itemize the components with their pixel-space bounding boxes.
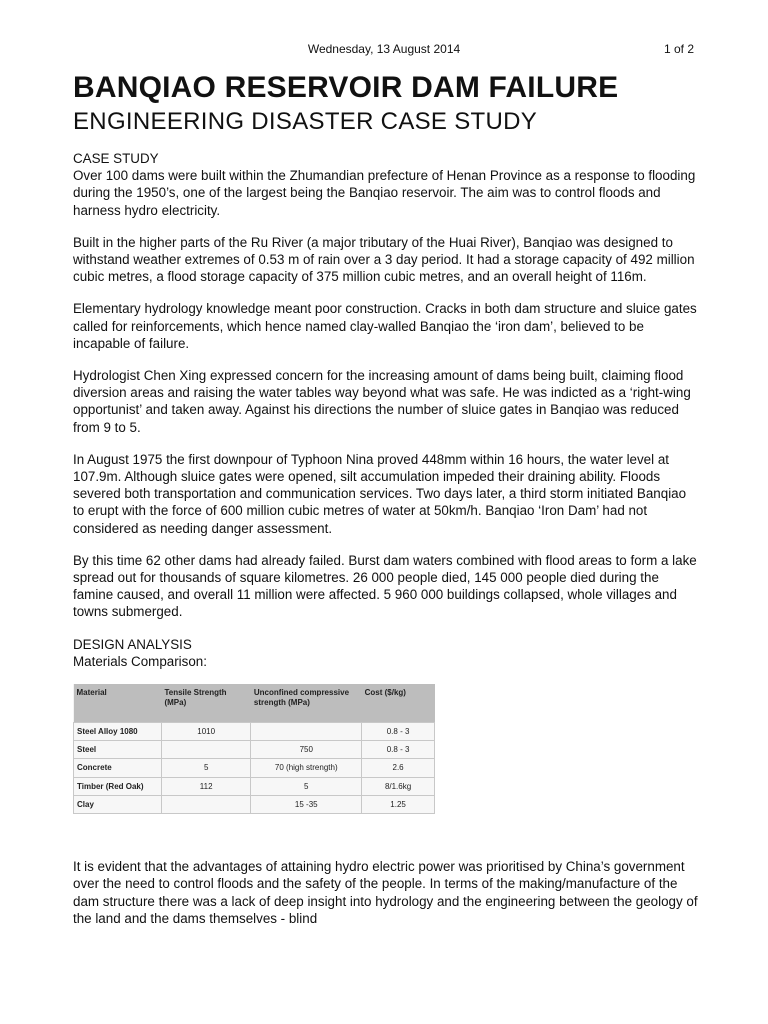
table-cell: 5 xyxy=(251,777,362,795)
paragraph: Elementary hydrology knowledge meant poor construction. Cracks in both dam structure and sluice gates called for reinforcements, which hence named clay-walled Banqiao the ‘iron dam’, believed to be incapable of failure. xyxy=(73,301,697,351)
table-cell: Timber (Red Oak) xyxy=(74,777,162,795)
table-row xyxy=(74,723,435,741)
table-cell xyxy=(251,723,362,741)
table-cell: Steel xyxy=(74,741,162,759)
table-row xyxy=(74,759,435,777)
table-header-cell: Unconfined compressive strength (MPa) xyxy=(251,684,362,723)
document-body xyxy=(73,150,699,927)
materials-table-image xyxy=(73,684,435,814)
table-cell xyxy=(161,795,250,813)
paragraph: Over 100 dams were built within the Zhumandian prefecture of Henan Province as a response to flooding during the 1950’s, one of the largest being the Banqiao reservoir. The aim was to control floods and harness hydro electricity. xyxy=(73,168,696,218)
page-number: 1 of 2 xyxy=(663,42,694,56)
paragraph: In August 1975 the first downpour of Typhoon Nina proved 448mm within 16 hours, the water level at 107.9m. Although sluice gates were opened, silt accumulation impeded their draining ability. Floods severed both transportation and communication services. Two days later, a third storm initiated Banqiao to erupt with the force of 600 million cubic metres of water at 50km/h. Banqiao ‘Iron Dam’ had not considered as needing danger assessment. xyxy=(73,451,687,536)
table-cell: 1.25 xyxy=(362,795,435,813)
table-cell: 112 xyxy=(161,777,250,795)
materials-table xyxy=(73,684,435,814)
case-study-heading: CASE STUDY xyxy=(73,151,159,166)
table-row xyxy=(74,777,435,795)
table-cell: 750 xyxy=(251,741,362,759)
table-header-cell: Cost ($/kg) xyxy=(362,684,435,723)
table-row xyxy=(74,795,435,813)
table-header-cell: Material xyxy=(74,684,162,723)
table-cell xyxy=(161,741,250,759)
table-cell: 0.8 - 3 xyxy=(362,723,435,741)
table-cell: 5 xyxy=(161,759,250,777)
table-cell: Clay xyxy=(74,795,162,813)
table-cell: Concrete xyxy=(74,759,162,777)
table-cell: 2.6 xyxy=(362,759,435,777)
table-cell: 8/1.6kg xyxy=(362,777,435,795)
table-cell: 70 (high strength) xyxy=(251,759,362,777)
table-row xyxy=(74,741,435,759)
document-title: BANQIAO RESERVOIR DAM FAILURE xyxy=(73,71,619,104)
paragraph: Built in the higher parts of the Ru River (a major tributary of the Huai River), Banqiao was designed to withstand weather extremes of 0.53 m of rain over a 3 day period. It had a storage capacity of 492 million cubic metres, a flood storage capacity of 375 million cubic metres, and an overall height of 116m. xyxy=(73,234,695,285)
table-cell: 1010 xyxy=(161,723,250,741)
table-header-row xyxy=(74,684,435,723)
header-date: Wednesday, 13 August 2014 xyxy=(307,42,461,56)
document-subtitle: ENGINEERING DISASTER CASE STUDY xyxy=(73,108,538,135)
paragraph: It is evident that the advantages of attaining hydro electric power was prioritised by China’s government over the need to control floods and the safety of the people. In terms of the making/manufacture of the dam structure there was a lack of deep insight into hydrology and the engineering between the geology of the land and the dams themselves - blind xyxy=(73,859,698,926)
table-header-cell: Tensile Strength (MPa) xyxy=(161,684,250,723)
design-analysis-heading: DESIGN ANALYSIS xyxy=(73,636,192,652)
table-cell: 15 -35 xyxy=(251,795,362,813)
table-cell: 0.8 - 3 xyxy=(362,741,435,759)
table-cell: Steel Alloy 1080 xyxy=(74,723,162,741)
paragraph: By this time 62 other dams had already failed. Burst dam waters combined with flood areas to form a lake spread out for thousands of square kilometres. 26 000 people died, 145 000 people died during the famine caused, and overall 11 million were affected. 5 960 000 buildings collapsed, whole villages and towns submerged. xyxy=(73,552,697,620)
materials-comparison-label: Materials Comparison: xyxy=(73,653,207,669)
paragraph: Hydrologist Chen Xing expressed concern for the increasing amount of dams being built, claiming flood diversion areas and raising the water tables way beyond what was safe. He was indicted as a ‘right-wing opportunist’ and taken away. Against his directions the number of sluice gates in Banqiao was reduced from 9 to 5. xyxy=(73,368,691,435)
